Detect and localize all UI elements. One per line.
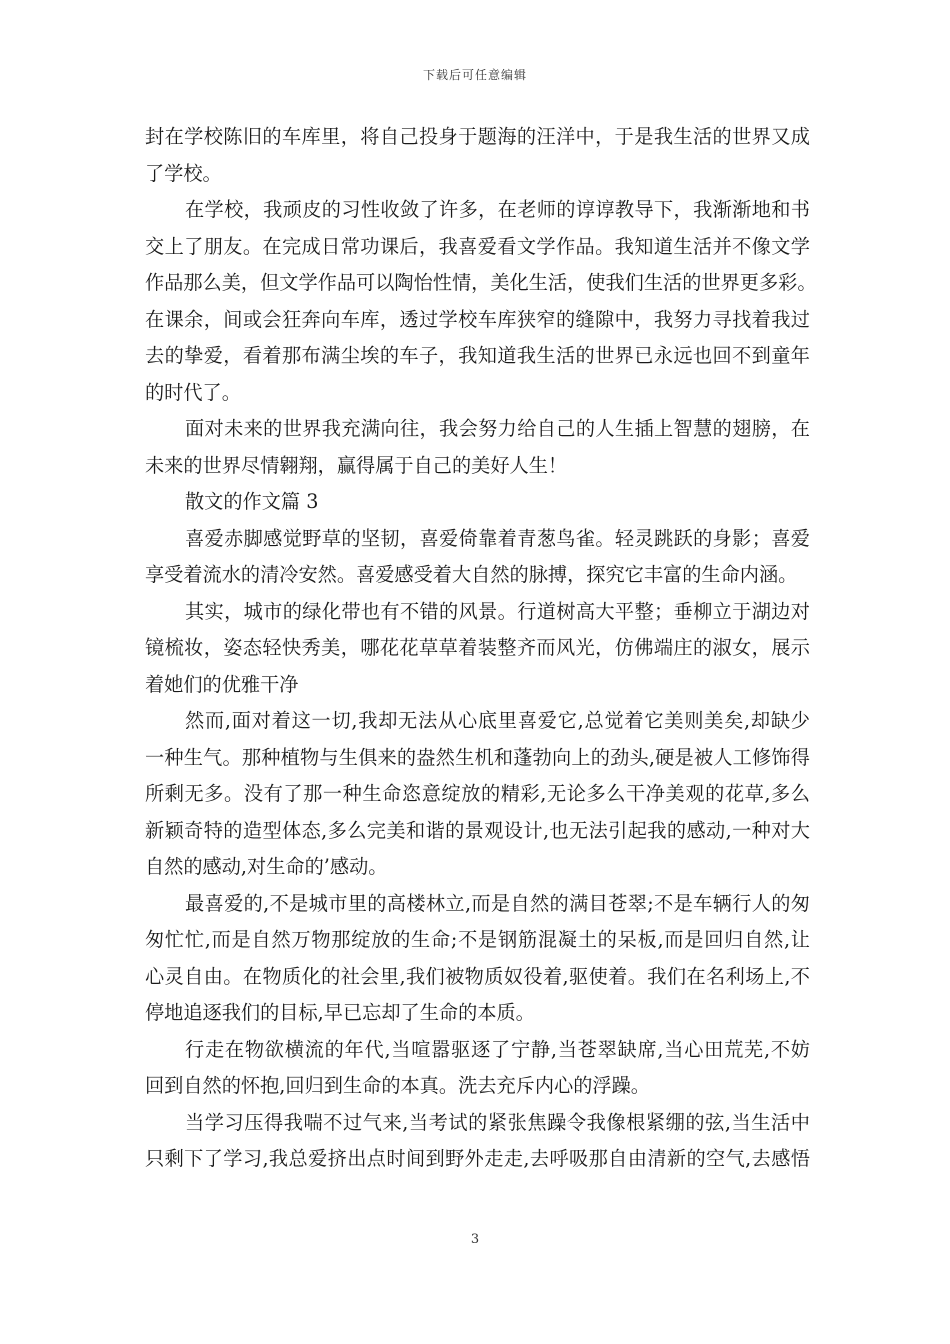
text-line: 了学校。 — [145, 161, 222, 185]
text-line: 行走在物欲横流的年代,当喧嚣驱逐了宁静,当苍翠缺席,当心田荒芜,不妨 — [185, 1037, 810, 1061]
text-line: 封在学校陈旧的车库里，将自己投身于题海的汪洋中，于是我生活的世界又成 — [145, 125, 810, 148]
text-line: 心灵自由。在物质化的社会里,我们被物质奴役着,驱使着。我们在名利场上,不 — [145, 964, 810, 988]
text-line: 当学习压得我喘不过气来,当考试的紧张焦躁令我像根紧绷的弦,当生活中 — [185, 1110, 810, 1134]
page-number: 3 — [470, 1232, 480, 1247]
text-line: 停地追逐我们的目标,早已忘却了生命的本质。 — [145, 1001, 535, 1024]
text-line: 匆忙忙,而是自然万物那绽放的生命;不是钢筋混凝土的呆板,而是回归自然,让 — [145, 928, 810, 951]
text-line: 其实，城市的绿化带也有不错的风景。行道树高大平整；垂柳立于湖边对 — [185, 599, 810, 623]
text-line: 只剩下了学习,我总爱挤出点时间到野外走走,去呼吸那自由清新的空气,去感悟 — [145, 1147, 810, 1170]
text-line: 所剩无多。没有了那一种生命恣意绽放的精彩,无论多么干净美观的花草,多么 — [145, 782, 810, 805]
text-line: 然而,面对着这一切,我却无法从心底里喜爱它,总觉着它美则美矣,却缺少 — [185, 709, 810, 732]
page-header: 下载后可任意编辑 — [422, 68, 527, 82]
text-line: 享受着流水的清冷安然。喜爱感受着大自然的脉搏，探究它丰富的生命内涵。 — [145, 563, 798, 586]
text-line: 散文的作文篇 3 — [185, 490, 319, 513]
text-line: 最喜爱的,不是城市里的高楼林立,而是自然的满目苍翠;不是车辆行人的匆 — [185, 891, 810, 915]
text-line: 未来的世界尽情翱翔，赢得属于自己的美好人生！ — [145, 453, 568, 477]
document-body — [145, 119, 817, 1178]
text-line: 的时代了。 — [145, 380, 241, 404]
text-line: 自然的感动,对生命的’感动。 — [145, 855, 388, 878]
text-line: 镜梳妆，姿态轻快秀美，哪花花草草着装整齐而风光，仿佛端庄的淑女，展示 — [145, 636, 810, 659]
text-line: 着她们的优雅干净 — [145, 672, 299, 696]
text-line: 在学校，我顽皮的习性收敛了许多，在老师的谆谆教导下，我渐渐地和书 — [185, 198, 810, 221]
text-line: 一种生气。那种植物与生俱来的盎然生机和蓬勃向上的劲头,硬是被人工修饰得 — [145, 745, 810, 769]
text-line: 喜爱赤脚感觉野草的坚韧，喜爱倚靠着青葱鸟雀。轻灵跳跃的身影；喜爱 — [185, 526, 810, 550]
text-line: 回到自然的怀抱,回归到生命的本真。洗去充斥内心的浮躁。 — [145, 1074, 650, 1097]
text-line: 面对未来的世界我充满向往，我会努力给自己的人生插上智慧的翅膀，在 — [185, 417, 810, 440]
text-line: 在课余，间或会狂奔向车库，透过学校车库狭窄的缝隙中，我努力寻找着我过 — [145, 307, 810, 331]
text-line: 作品那么美，但文学作品可以陶怡性情，美化生活，使我们生活的世界更多彩。 — [145, 271, 817, 294]
text-line: 交上了朋友。在完成日常功课后，我喜爱看文学作品。我知道生活并不像文学 — [145, 234, 810, 258]
text-line: 去的挚爱，看着那布满尘埃的车子，我知道我生活的世界已永远也回不到童年 — [145, 344, 810, 367]
text-line: 新颖奇特的造型体态,多么完美和谐的景观设计,也无法引起我的感动,一种对大 — [145, 818, 810, 842]
